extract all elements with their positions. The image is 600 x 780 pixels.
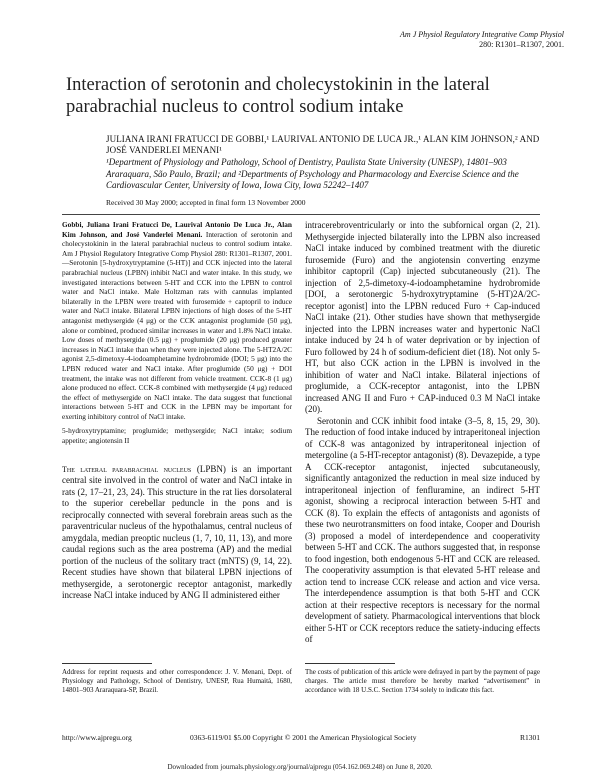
intro-lead: The lateral parabrachial nucleus <box>62 464 192 474</box>
copyright-line: 0363-6119/01 $5.00 Copyright © 2001 the American Physiological Society <box>190 733 417 742</box>
left-footnote-rule <box>62 663 152 664</box>
header-rule <box>62 214 540 215</box>
journal-name: Am J Physiol Regulatory Integrative Comp Physiol <box>400 30 564 39</box>
journal-url[interactable]: http://www.ajpregu.org <box>62 733 132 742</box>
abstract-lead: Gobbi, Juliana Irani Fratucci De, Laurival Antonio De Luca Jr., Alan Kim Johnson, and José Vanderlei Menani. <box>62 220 292 239</box>
intro-paragraph <box>62 464 292 602</box>
right-paragraph-2: Serotonin and CCK inhibit food intake (3–5, 8, 15, 29, 30). The reduction of food intake induced by intraperitoneal injection of CCK-8 was antagonized by intraperitoneal injection of metergoline (a 5-HT-receptor antagonist) (8). Devazepide, a type A CCK-receptor antagonist, injected subcutaneously, significantly antagonized the reduction in meal size induced by intraperitoneal injection of fenfluramine, an indirect 5-HT agonist, showing a reciprocal interaction between 5-HT and CCK (8). To explain the effects of antagonists and agonists of these two neurotransmitters on food intake, Cooper and Dourish (3) proposed a model of interdependence and cooperativity between 5-HT and CCK. The authors suggested that, in response to food ingestion, both endogenous 5-HT and CCK are released. The cooperativity assumption is that elevated 5-HT release and action tend to increase CCK release and action and vice versa. The interdependence assumption is that both 5-HT and CCK action at their respective receptors is necessary for the normal development of satiety. Pharmacological interventions that block either 5-HT or CCK receptors reduce the satiety-inducing effects of <box>305 415 540 644</box>
costs-footnote: The costs of publication of this article were defrayed in part by the payment of page charges. The article must therefore be hereby marked “advertisement” in accordance with 18 U.S.C. Section 1734 solely to indicate this fact. <box>305 668 540 694</box>
affiliations: ¹Department of Physiology and Pathology, School of Dentistry, Paulista State University (UNESP), 14801–903 Araraquara, São Paulo, Brazil; and ²Departments of Psychology and Pharmacology and Exercise Science and the Cardiovascular Center, University of Iowa, Iowa City, Iowa 52242–1407 <box>106 157 519 190</box>
right-footnote-rule <box>305 663 395 664</box>
author-list: JULIANA IRANI FRATUCCI DE GOBBI,¹ LAURIVAL ANTONIO DE LUCA JR.,¹ ALAN KIM JOHNSON,² AND JOSÉ VANDERLEI MENANI¹ <box>106 134 540 155</box>
left-column <box>62 220 292 602</box>
abstract-text: Interaction of serotonin and cholecystokinin in the lateral parabrachial nucleus to control sodium intake. Am J Physiol Regulatory Integrative Comp Physiol 280: R1301–R1307, 2001.—Serotonin [5-hydroxytryptamine (5-HT)] and CCK injected into the lateral parabrachial nucleus (LPBN) inhibit NaCl and water intake. In this study, we investigated interactions between 5-HT and CCK into the LPBN to control water and NaCl intake. Male Holtzman rats with cannulas implanted bilaterally in the LPBN were treated with furosemide + captopril to induce water and NaCl intake. Bilateral LPBN injections of high doses of the 5-HT antagonist methysergide (4 μg) or the CCK antagonist proglumide (50 μg), alone or combined, produced similar increases in water and 1.8% NaCl intake. Low doses of methysergide (0.5 μg) + proglumide (20 μg) produced greater increases in NaCl intake than when they were injected alone. The 5-HT2A/2C agonist 2,5-dimetoxy-4-iodoamphetamine hydrobromide (DOI; 5 μg) into the LPBN reduced water and NaCl intake. After proglumide (50 μg) + DOI treatment, the intake was not different from vehicle treatment. CCK-8 (1 μg) alone produced no effect. CCK-8 combined with methysergide (4 μg) reduced the effect of methysergide on NaCl intake. The data suggest that functional interactions between 5-HT and CCK in the LPBN may be important for exerting inhibitory control of NaCl intake. <box>62 229 292 421</box>
right-column <box>305 220 540 646</box>
page-number: R1301 <box>519 733 540 742</box>
intro-text: (LPBN) is an important central site involved in the control of water and NaCl intake in rats (2, 17–21, 23, 24). This structure in the rat lies dorsolateral to the superior cerebellar peduncle in the pons and is reciprocally connected with several forebrain areas such as the paraventricular nucleus of the hypothalamus, central nucleus of amygdala, median preoptic nucleus (1, 7, 10, 11, 13), and more caudal regions such as the area postrema (AP) and the medial portion of the nucleus of the solitary tract (mNTS) (9, 14, 22). Recent studies have shown that bilateral LPBN injections of methysergide, a serotonergic receptor antagonist, markedly increase NaCl intake induced by ANG II administered either <box>62 463 292 601</box>
article-title: Interaction of serotonin and cholecystokinin in the lateral parabrachial nucleus to control sodium intake <box>66 75 490 117</box>
journal-header <box>400 30 564 50</box>
received-date: Received 30 May 2000; accepted in final form 13 November 2000 <box>106 198 306 207</box>
journal-citation: 280: R1301–R1307, 2001. <box>479 40 564 49</box>
abstract <box>62 220 292 421</box>
keywords: 5-hydroxytryptamine; proglumide; methysergide; NaCl intake; sodium appetite; angiotensin II <box>62 426 292 446</box>
correspondence-footnote: Address for reprint requests and other correspondence: J. V. Menani, Dept. of Physiology and Pathology, School of Dentistry, UNESP, Rua Humaitá, 1680, 14801–903 Araraquara-SP, Brazil. <box>62 668 292 694</box>
right-paragraph-1: intracerebroventricularly or into the subfornical organ (2, 21). Methysergide injected bilaterally into the LPBN also increased NaCl intake induced by combined treatment with the diuretic furosemide (Furo) and the angiotensin converting enzyme inhibitor captopril (Cap) injected subcutaneously (21). The injection of 2,5-dimetoxy-4-iodoamphetamine hydrobromide [DOI, a serotonergic 5-hydroxytryptamine (5-HT)2A/2C-receptor agonist] into the LPBN reduced Furo + Cap-induced NaCl intake (21). Other studies have shown that methysergide injected into the LPBN increases water and hypertonic NaCl intake induced by 24 h of water deprivation or by injection of Furo followed by 24 h of sodium-deficient diet (18). Not only 5-HT, but also CCK action in the LPBN is involved in the inhibition of water and NaCl intake. Bilateral injections of proglumide, a CCK-receptor antagonist, into the LPBN increased ANG II and Furo + CAP-induced 0.3 M NaCl intake (20). <box>305 220 540 414</box>
download-note: Downloaded from journals.physiology.org/journal/ajpregu (054.162.069.248) on June 8, 2020. <box>167 763 433 771</box>
